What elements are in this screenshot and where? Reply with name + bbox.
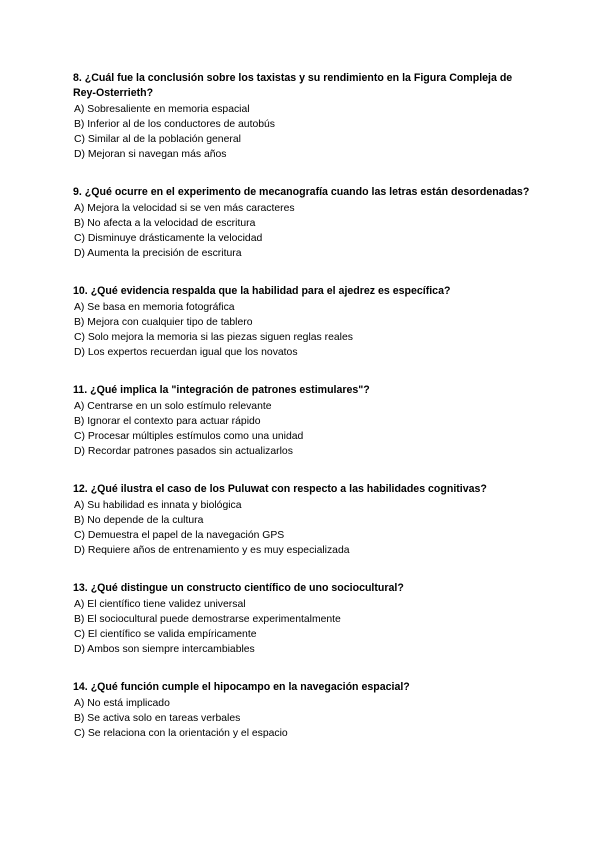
answer-option-b: B) Se activa solo en tareas verbales bbox=[74, 713, 241, 724]
answer-option-a: A) El científico tiene validez universal bbox=[74, 599, 246, 610]
answer-option-c: C) Disminuye drásticamente la velocidad bbox=[74, 233, 263, 244]
answer-option-b: B) No afecta a la velocidad de escritura bbox=[74, 218, 256, 229]
answer-options bbox=[73, 300, 538, 360]
spacer bbox=[73, 558, 538, 581]
question-text: ¿Qué distingue un constructo científico de uno sociocultural? bbox=[90, 582, 404, 594]
question-title bbox=[73, 71, 538, 101]
answer-option-a: A) Mejora la velocidad si se ven más caracteres bbox=[74, 203, 295, 214]
question-title bbox=[73, 581, 538, 596]
answer-option-b: B) Inferior al de los conductores de autobús bbox=[74, 119, 276, 130]
question-12 bbox=[73, 482, 538, 558]
answer-options bbox=[73, 597, 538, 657]
answer-option-d: D) Mejoran si navegan más años bbox=[74, 149, 227, 160]
spacer bbox=[73, 261, 538, 284]
question-number: 8. bbox=[73, 72, 82, 84]
answer-option-c: C) El científico se valida empíricamente bbox=[74, 629, 257, 640]
answer-options bbox=[73, 696, 538, 741]
answer-option-d: D) Ambos son siempre intercambiables bbox=[74, 644, 255, 655]
answer-option-a: A) Centrarse en un solo estímulo relevante bbox=[74, 401, 272, 412]
answer-option-d: D) Aumenta la precisión de escritura bbox=[74, 248, 242, 259]
answer-option-d: D) Requiere años de entrenamiento y es muy especializada bbox=[74, 545, 350, 556]
answer-options bbox=[73, 498, 538, 558]
question-number: 12. bbox=[73, 483, 88, 495]
question-11 bbox=[73, 383, 538, 459]
answer-option-c: C) Demuestra el papel de la navegación GPS bbox=[74, 530, 285, 541]
question-number: 10. bbox=[73, 285, 88, 297]
question-text: ¿Qué evidencia respalda que la habilidad para el ajedrez es específica? bbox=[90, 285, 451, 297]
answer-option-d: D) Recordar patrones pasados sin actualizarlos bbox=[74, 446, 293, 457]
question-text: ¿Qué ocurre en el experimento de mecanografía cuando las letras están desordenadas? bbox=[84, 186, 530, 198]
question-text: ¿Qué implica la "integración de patrones estimulares"? bbox=[90, 384, 370, 396]
question-10 bbox=[73, 284, 538, 360]
question-title bbox=[73, 185, 538, 200]
question-number: 14. bbox=[73, 681, 88, 693]
answer-option-a: A) Sobresaliente en memoria espacial bbox=[74, 104, 250, 115]
answer-option-c: C) Se relaciona con la orientación y el espacio bbox=[74, 728, 288, 739]
question-13 bbox=[73, 581, 538, 657]
question-number: 11. bbox=[73, 384, 88, 396]
answer-option-c: C) Procesar múltiples estímulos como una unidad bbox=[74, 431, 304, 442]
answer-option-c: C) Similar al de la población general bbox=[74, 134, 241, 145]
question-number: 13. bbox=[73, 582, 88, 594]
spacer bbox=[73, 360, 538, 383]
question-9 bbox=[73, 185, 538, 261]
question-title bbox=[73, 680, 538, 695]
answer-option-b: B) Mejora con cualquier tipo de tablero bbox=[74, 317, 253, 328]
answer-options bbox=[73, 399, 538, 459]
answer-option-d: D) Los expertos recuerdan igual que los novatos bbox=[74, 347, 298, 358]
answer-option-b: B) El sociocultural puede demostrarse experimentalmente bbox=[74, 614, 341, 625]
question-text: ¿Cuál fue la conclusión sobre los taxistas y su rendimiento en la Figura Compleja de Rey-Osterrieth? bbox=[73, 72, 513, 99]
answer-option-a: A) Se basa en memoria fotográfica bbox=[74, 302, 235, 313]
spacer bbox=[73, 657, 538, 680]
question-14 bbox=[73, 680, 538, 741]
spacer bbox=[73, 162, 538, 185]
question-text: ¿Qué ilustra el caso de los Puluwat con respecto a las habilidades cognitivas? bbox=[90, 483, 487, 495]
answer-option-b: B) No depende de la cultura bbox=[74, 515, 204, 526]
question-8 bbox=[73, 71, 538, 162]
question-title bbox=[73, 284, 538, 299]
answer-option-b: B) Ignorar el contexto para actuar rápido bbox=[74, 416, 261, 427]
question-text: ¿Qué función cumple el hipocampo en la navegación espacial? bbox=[90, 681, 410, 693]
answer-options bbox=[73, 201, 538, 261]
question-title bbox=[73, 383, 538, 398]
answer-option-a: A) No está implicado bbox=[74, 698, 170, 709]
question-title bbox=[73, 482, 538, 497]
spacer bbox=[73, 459, 538, 482]
answer-option-a: A) Su habilidad es innata y biológica bbox=[74, 500, 242, 511]
question-number: 9. bbox=[73, 186, 82, 198]
answer-option-c: C) Solo mejora la memoria si las piezas siguen reglas reales bbox=[74, 332, 353, 343]
answer-options bbox=[73, 102, 538, 162]
